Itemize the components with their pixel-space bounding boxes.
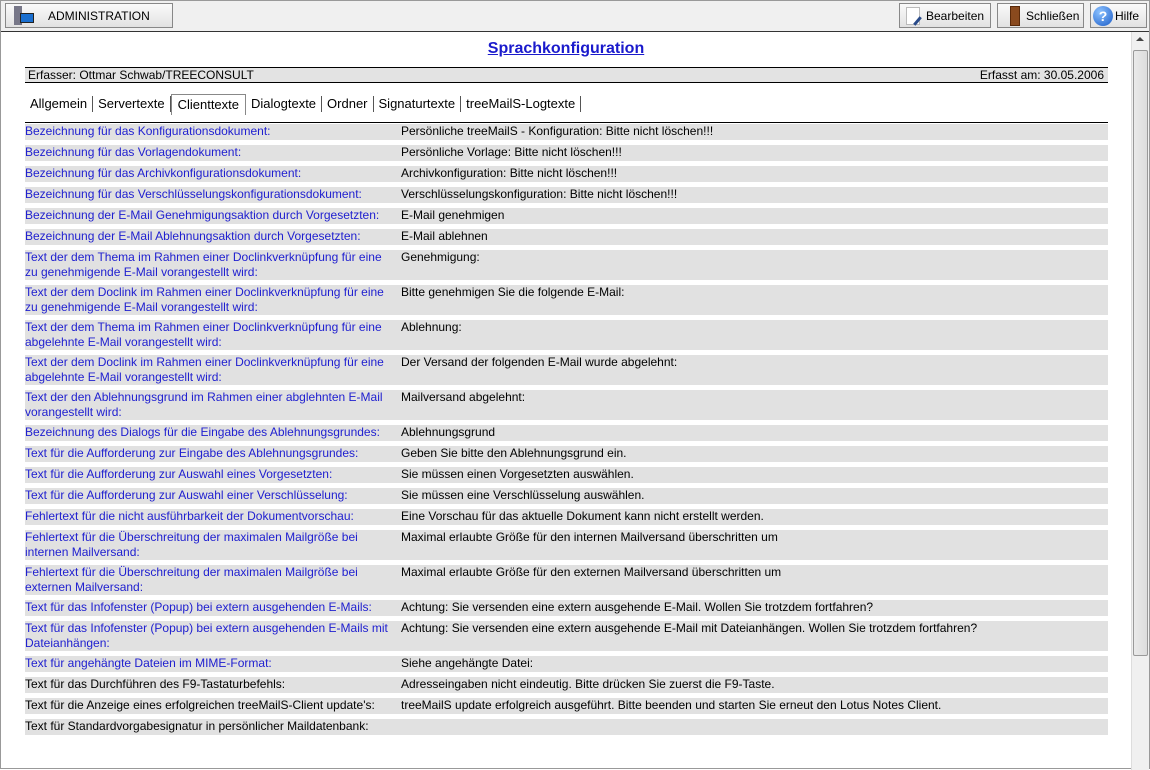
tab-allgemein[interactable]: Allgemein: [25, 96, 93, 112]
row-label: Fehlertext für die Überschreitung der maximalen Mailgröße bei externen Mailversand:: [25, 565, 358, 594]
row-value: Maximal erlaubte Größe für den externen Mailversand überschritten um: [401, 565, 782, 579]
table-row: [25, 124, 1108, 140]
row-value: Siehe angehängte Datei:: [401, 656, 534, 670]
row-label: Text für das Infofenster (Popup) bei extern ausgehenden E-Mails mit Dateianhängen:: [25, 621, 388, 650]
toolbar: [1, 1, 1149, 32]
settings-table: [25, 124, 1108, 740]
row-label: Text für angehängte Dateien im MIME-Format:: [25, 656, 272, 670]
row-value: Achtung: Sie versenden eine extern ausgehende E-Mail mit Dateianhängen. Wollen Sie trotzdem fortfahren?: [401, 621, 978, 635]
table-row: [25, 425, 1108, 441]
row-label: Text für die Aufforderung zur Auswahl eines Vorgesetzten:: [25, 467, 333, 481]
table-row: [25, 250, 1108, 280]
close-button[interactable]: Schließen: [997, 3, 1084, 28]
table-row: [25, 488, 1108, 504]
table-row: [25, 229, 1108, 245]
row-value: Sie müssen eine Verschlüsselung auswählen.: [401, 488, 645, 502]
row-label: Fehlertext für die Überschreitung der maximalen Mailgröße bei internen Mailversand:: [25, 530, 358, 559]
meta-bar: [25, 67, 1108, 83]
table-row: [25, 166, 1108, 182]
help-icon: ?: [1093, 6, 1115, 26]
row-value: Achtung: Sie versenden eine extern ausgehende E-Mail. Wollen Sie trotzdem fortfahren?: [401, 600, 874, 614]
row-label: Fehlertext für die nicht ausführbarkeit der Dokumentvorschau:: [25, 509, 354, 523]
tab-signaturtexte[interactable]: Signaturtexte: [374, 96, 462, 112]
author-field: Erfasser: Ottmar Schwab/TREECONSULT: [28, 68, 254, 82]
server-computer-icon: [14, 6, 34, 26]
row-value: Bitte genehmigen Sie die folgende E-Mail:: [401, 285, 625, 299]
row-value: Archivkonfiguration: Bitte nicht löschen!!!: [401, 166, 618, 180]
row-label: Text der dem Doclink im Rahmen einer Doclinkverknüpfung für eine abgelehnte E-Mail vorangestellt wird:: [25, 355, 384, 384]
row-value: treeMailS update erfolgreich ausgeführt. Bitte beenden und starten Sie erneut den Lotus Notes Client.: [401, 698, 942, 712]
row-label: Text für die Aufforderung zur Eingabe des Ablehnungsgrundes:: [25, 446, 359, 460]
row-label: Text der dem Thema im Rahmen einer Doclinkverknüpfung für eine abgelehnte E-Mail vorangestellt wird:: [25, 320, 382, 349]
row-label: Bezeichnung der E-Mail Ablehnungsaktion durch Vorgesetzten:: [25, 229, 361, 243]
row-value: Maximal erlaubte Größe für den internen Mailversand überschritten um: [401, 530, 778, 544]
tab-ordner[interactable]: Ordner: [322, 96, 373, 112]
tab-servertexte[interactable]: Servertexte: [93, 96, 170, 112]
row-value: Persönliche treeMailS - Konfiguration: Bitte nicht löschen!!!: [401, 124, 714, 138]
table-row: [25, 621, 1108, 651]
divider: [25, 122, 1108, 123]
row-label: Text für die Aufforderung zur Auswahl einer Verschlüsselung:: [25, 488, 348, 502]
row-label: Text für die Anzeige eines erfolgreichen treeMailS-Client update's:: [25, 698, 375, 712]
tab-bar: [25, 93, 581, 115]
table-row: [25, 656, 1108, 672]
table-row: [25, 467, 1108, 483]
page-title[interactable]: Sprachkonfiguration: [487, 40, 645, 57]
table-row: [25, 187, 1108, 203]
edit-button[interactable]: Bearbeiten: [899, 3, 991, 28]
table-row: [25, 285, 1108, 315]
row-label: Bezeichnung der E-Mail Genehmigungsaktion durch Vorgesetzten:: [25, 208, 380, 222]
scrollbar-thumb[interactable]: [1133, 50, 1148, 656]
table-row: [25, 208, 1108, 224]
door-icon: [1002, 6, 1026, 26]
row-value: Der Versand der folgenden E-Mail wurde abgelehnt:: [401, 355, 678, 369]
tab-clienttexte[interactable]: Clienttexte: [171, 94, 246, 115]
row-value: Genehmigung:: [401, 250, 480, 264]
row-label: Bezeichnung für das Konfigurationsdokument:: [25, 124, 271, 138]
tab-dialogtexte[interactable]: Dialogtexte: [246, 96, 322, 112]
scroll-up-icon[interactable]: [1136, 37, 1144, 41]
table-row: [25, 355, 1108, 385]
row-value: Eine Vorschau für das aktuelle Dokument kann nicht erstellt werden.: [401, 509, 764, 523]
row-value: Ablehnungsgrund: [401, 425, 496, 439]
row-value: Mailversand abgelehnt:: [401, 390, 526, 404]
table-row: [25, 719, 1108, 735]
row-label: Text der dem Doclink im Rahmen einer Doclinkverknüpfung für eine zu genehmigende E-Mail vorangestellt wird:: [25, 285, 384, 314]
row-label: Bezeichnung für das Archivkonfigurationsdokument:: [25, 166, 302, 180]
row-label: Bezeichnung für das Vorlagendokument:: [25, 145, 242, 159]
table-row: [25, 390, 1108, 420]
row-value: E-Mail ablehnen: [401, 229, 488, 243]
table-row: [25, 698, 1108, 714]
administration-button[interactable]: ADMINISTRATION: [5, 3, 173, 28]
edit-document-icon: [904, 6, 926, 26]
table-row: [25, 145, 1108, 161]
row-value: Sie müssen einen Vorgesetzten auswählen.: [401, 467, 634, 481]
row-label: Text für das Durchführen des F9-Tastaturbefehls:: [25, 677, 286, 691]
document-content: [1, 32, 1131, 770]
row-value: [401, 719, 1108, 735]
table-row: [25, 677, 1108, 693]
table-row: [25, 565, 1108, 595]
row-value: Ablehnung:: [401, 320, 462, 334]
row-value: Geben Sie bitte den Ablehnungsgrund ein.: [401, 446, 627, 460]
vertical-scrollbar[interactable]: [1131, 32, 1149, 770]
row-label: Text für das Infofenster (Popup) bei extern ausgehenden E-Mails:: [25, 600, 372, 614]
date-field: Erfasst am: 30.05.2006: [979, 68, 1104, 82]
row-value: Adresseingaben nicht eindeutig. Bitte drücken Sie zuerst die F9-Taste.: [401, 677, 775, 691]
row-label: Text für Standardvorgabesignatur in persönlicher Maildatenbank:: [25, 719, 369, 733]
table-row: [25, 509, 1108, 525]
table-row: [25, 446, 1108, 462]
table-row: [25, 600, 1108, 616]
table-row: [25, 320, 1108, 350]
tab-treemails-logtexte[interactable]: treeMailS-Logtexte: [461, 96, 581, 112]
row-value: Persönliche Vorlage: Bitte nicht löschen!!!: [401, 145, 622, 159]
table-row: [25, 530, 1108, 560]
row-value: E-Mail genehmigen: [401, 208, 505, 222]
row-label: Bezeichnung für das Verschlüsselungskonfigurationsdokument:: [25, 187, 362, 201]
row-label: Text der den Ablehnungsgrund im Rahmen einer abglehnten E-Mail vorangestellt wird:: [25, 390, 383, 419]
row-label: Text der dem Thema im Rahmen einer Doclinkverknüpfung für eine zu genehmigende E-Mail vorangestellt wird:: [25, 250, 382, 279]
row-value: Verschlüsselungskonfiguration: Bitte nicht löschen!!!: [401, 187, 678, 201]
row-label: Bezeichnung des Dialogs für die Eingabe des Ablehnungsgrundes:: [25, 425, 380, 439]
help-button[interactable]: ? Hilfe: [1090, 3, 1147, 28]
